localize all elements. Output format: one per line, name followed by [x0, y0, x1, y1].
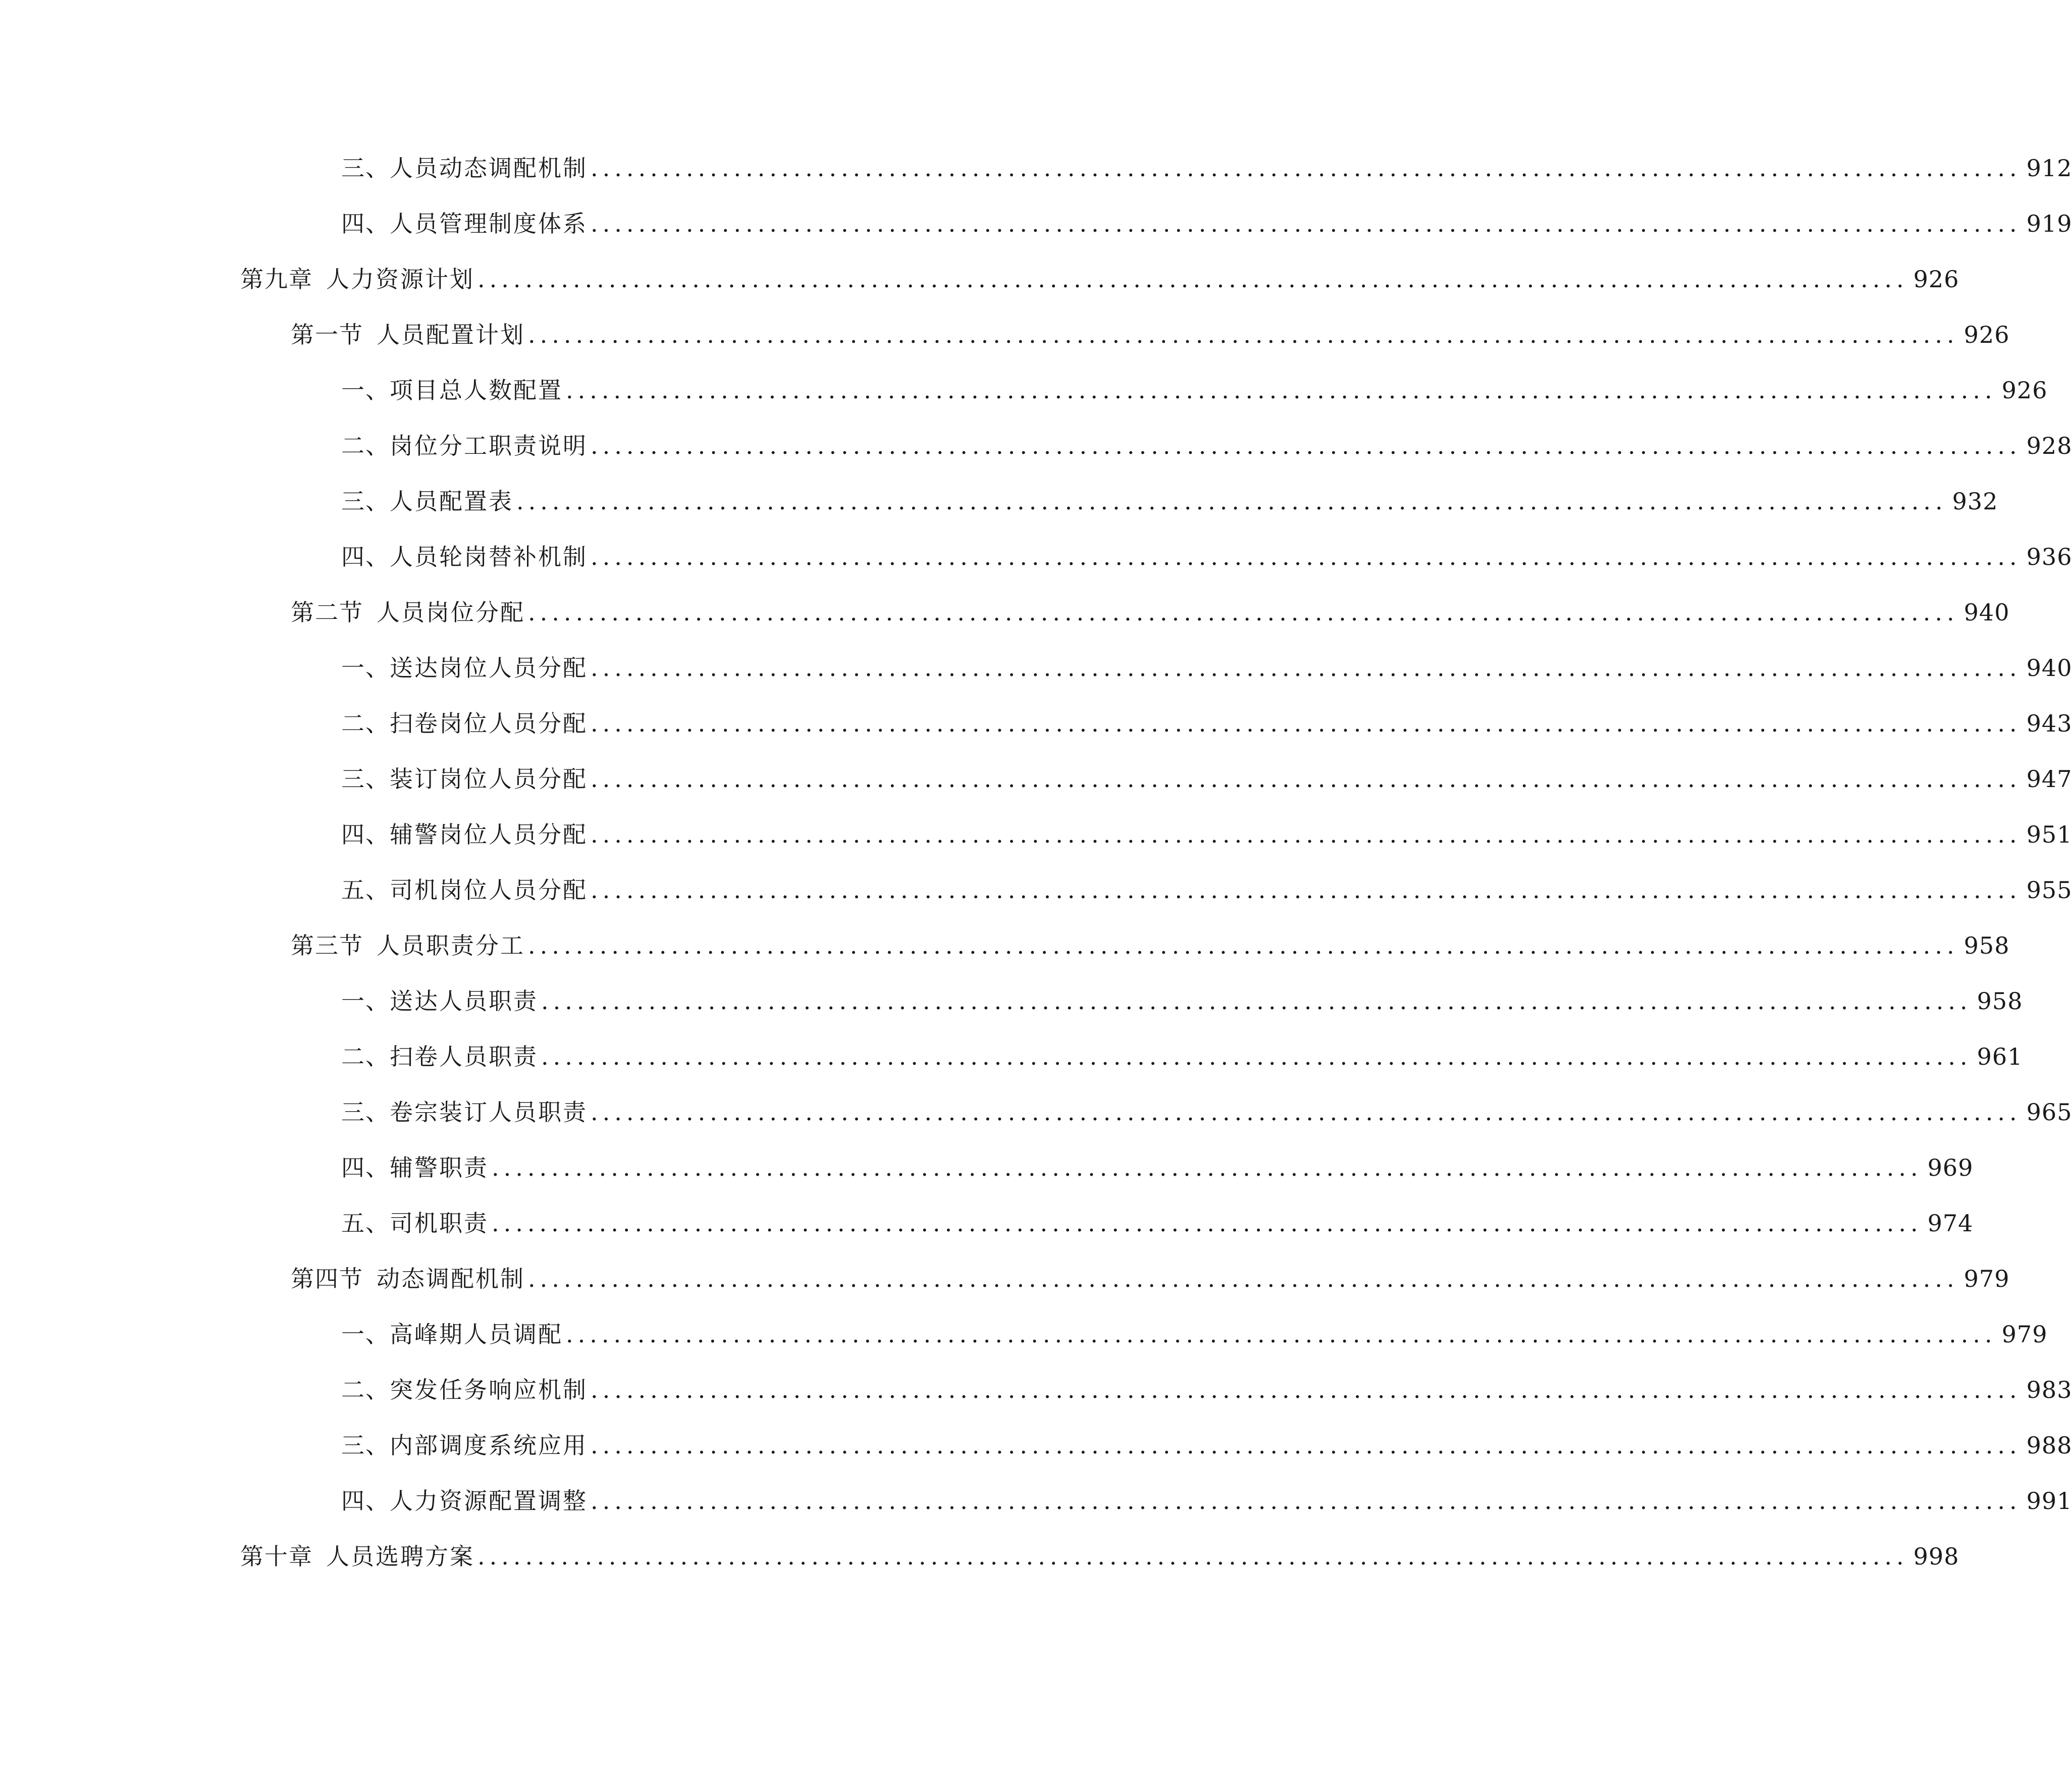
toc-dot-leader: ........................................................................................................................	[566, 1321, 1997, 1348]
toc-page-number: 983	[2026, 1376, 2072, 1403]
toc-page-number: 955	[2026, 876, 2072, 904]
toc-dot-leader: ........................................................................................................................	[591, 1487, 2022, 1515]
toc-dot-leader: ........................................................................................................................	[492, 1154, 1923, 1181]
toc-page-number: 919	[2026, 210, 2072, 237]
toc-page-number: 974	[1927, 1210, 1974, 1237]
toc-page-number: 961	[1977, 1043, 2023, 1070]
toc-page-number: 958	[1977, 987, 2023, 1015]
toc-entry-number: 四、	[341, 1487, 390, 1515]
toc-entry-number: 三、	[341, 154, 390, 182]
toc-entry[interactable]	[240, 362, 2048, 418]
toc-page-number: 926	[2001, 377, 2048, 404]
toc-dot-leader: ........................................................................................................................	[528, 599, 1959, 626]
toc-entry-number: 第四节	[291, 1265, 363, 1292]
toc-dot-leader: ........................................................................................................................	[528, 932, 1959, 959]
toc-entry-number: 第二节	[291, 599, 363, 626]
toc-page-number: 928	[2026, 432, 2072, 459]
toc-entry[interactable]	[240, 418, 2072, 474]
toc-entry-number: 一、	[341, 377, 390, 404]
toc-entry-title: 人员岗位分配	[377, 599, 525, 626]
toc-page-number: 965	[2026, 1099, 2072, 1126]
toc-entry-title: 岗位分工职责说明	[390, 432, 588, 459]
toc-entry-number: 三、	[341, 1099, 390, 1126]
toc-entry[interactable]	[240, 1251, 2010, 1307]
toc-entry[interactable]	[240, 196, 2072, 251]
toc-entry[interactable]	[240, 1529, 1959, 1584]
toc-entry-number: 一、	[341, 987, 390, 1015]
toc-dot-leader: ........................................................................................................................	[591, 876, 2022, 904]
toc-entry[interactable]	[240, 1307, 2048, 1362]
toc-entry-title: 人员配置表	[390, 488, 513, 515]
toc-entry-title: 人力资源配置调整	[390, 1487, 588, 1515]
toc-entry-number: 四、	[341, 1154, 390, 1181]
toc-dot-leader: ........................................................................................................................	[566, 377, 1997, 404]
toc-entry-number: 三、	[341, 1432, 390, 1459]
toc-page-number: 979	[1963, 1265, 2010, 1292]
toc-entry-number: 一、	[341, 1321, 390, 1348]
toc-entry-number: 四、	[341, 821, 390, 848]
toc-dot-leader: ........................................................................................................................	[541, 987, 1972, 1015]
toc-entry-title: 内部调度系统应用	[390, 1432, 588, 1459]
toc-entry[interactable]	[240, 1140, 1974, 1195]
toc-entry-title: 人员动态调配机制	[390, 154, 588, 182]
toc-entry[interactable]	[240, 918, 2010, 973]
toc-dot-leader: ........................................................................................................................	[591, 765, 2022, 793]
toc-entry[interactable]	[240, 1084, 2072, 1140]
toc-entry-number: 第十章	[240, 1543, 313, 1570]
toc-page-number: 991	[2026, 1487, 2072, 1515]
toc-entry[interactable]	[240, 585, 2010, 640]
toc-entry-title: 送达岗位人员分配	[390, 654, 588, 682]
toc-dot-leader: ........................................................................................................................	[591, 432, 2022, 459]
toc-dot-leader: ........................................................................................................................	[591, 1376, 2022, 1403]
toc-entry[interactable]	[240, 307, 2010, 362]
toc-entry[interactable]	[240, 251, 1959, 307]
toc-page-number: 912	[2026, 154, 2072, 182]
toc-entry[interactable]	[240, 474, 1998, 529]
toc-entry[interactable]	[240, 973, 2023, 1029]
toc-page-number: 936	[2026, 543, 2072, 570]
toc-entry-title: 突发任务响应机制	[390, 1376, 588, 1403]
toc-dot-leader: ........................................................................................................................	[591, 1099, 2022, 1126]
toc-entry-title: 高峰期人员调配	[390, 1321, 563, 1348]
toc-page-number: 951	[2026, 821, 2072, 848]
toc-entry-title: 装订岗位人员分配	[390, 765, 588, 793]
toc-entry-title: 司机职责	[390, 1210, 489, 1237]
toc-entry-title: 送达人员职责	[390, 987, 538, 1015]
toc-entry-number: 五、	[341, 876, 390, 904]
toc-dot-leader: ........................................................................................................................	[591, 154, 2022, 182]
toc-entry[interactable]	[240, 640, 2072, 696]
toc-dot-leader: ........................................................................................................................	[591, 543, 2022, 570]
toc-entry-title: 辅警职责	[390, 1154, 489, 1181]
toc-entry[interactable]	[240, 807, 2072, 862]
toc-entry[interactable]	[240, 1029, 2023, 1084]
toc-dot-leader: ........................................................................................................................	[591, 210, 2022, 237]
toc-dot-leader: ........................................................................................................................	[516, 488, 1947, 515]
toc-entry-number: 三、	[341, 488, 390, 515]
toc-entry[interactable]	[240, 1195, 1974, 1251]
toc-dot-leader: ........................................................................................................................	[528, 1265, 1959, 1292]
toc-entry[interactable]	[240, 140, 2072, 196]
toc-entry[interactable]	[240, 1362, 2072, 1418]
toc-page-number: 940	[2026, 654, 2072, 682]
table-of-contents	[240, 140, 2072, 1584]
toc-dot-leader: ........................................................................................................................	[477, 1543, 1908, 1570]
toc-page-number: 998	[1913, 1543, 1959, 1570]
toc-entry-title: 人员选聘方案	[326, 1543, 474, 1570]
toc-page-number: 926	[1913, 266, 1959, 293]
toc-entry-number: 一、	[341, 654, 390, 682]
toc-entry-title: 扫卷人员职责	[390, 1043, 538, 1070]
toc-entry-title: 项目总人数配置	[390, 377, 563, 404]
toc-entry-number: 三、	[341, 765, 390, 793]
toc-entry[interactable]	[240, 1418, 2072, 1473]
toc-entry-title: 司机岗位人员分配	[390, 876, 588, 904]
toc-entry-number: 五、	[341, 1210, 390, 1237]
toc-dot-leader: ........................................................................................................................	[477, 266, 1908, 293]
toc-page-number: 943	[2026, 710, 2072, 737]
toc-entry-number: 第九章	[240, 266, 313, 293]
toc-entry[interactable]	[240, 751, 2072, 807]
toc-dot-leader: ........................................................................................................................	[528, 321, 1959, 348]
toc-entry-title: 卷宗装订人员职责	[390, 1099, 588, 1126]
toc-page-number: 979	[2001, 1321, 2048, 1348]
toc-dot-leader: ........................................................................................................................	[591, 654, 2022, 682]
toc-entry-number: 二、	[341, 710, 390, 737]
toc-entry-title: 人员轮岗替补机制	[390, 543, 588, 570]
toc-page-number: 932	[1952, 488, 1998, 515]
toc-entry-number: 四、	[341, 210, 390, 237]
toc-entry[interactable]	[240, 862, 2072, 918]
toc-entry-title: 人员配置计划	[377, 321, 525, 348]
toc-page-number: 947	[2026, 765, 2072, 793]
toc-entry-number: 第三节	[291, 932, 363, 959]
toc-page-number: 988	[2026, 1432, 2072, 1459]
toc-page-number: 969	[1927, 1154, 1974, 1181]
toc-entry-title: 人员职责分工	[377, 932, 525, 959]
toc-dot-leader: ........................................................................................................................	[591, 821, 2022, 848]
toc-dot-leader: ........................................................................................................................	[492, 1210, 1923, 1237]
toc-entry-number: 二、	[341, 1376, 390, 1403]
toc-dot-leader: ........................................................................................................................	[591, 1432, 2022, 1459]
toc-entry-number: 二、	[341, 432, 390, 459]
toc-page-number: 926	[1963, 321, 2010, 348]
toc-entry-title: 动态调配机制	[377, 1265, 525, 1292]
toc-entry-title: 人员管理制度体系	[390, 210, 588, 237]
toc-entry[interactable]	[240, 696, 2072, 751]
toc-page-number: 958	[1963, 932, 2010, 959]
toc-entry[interactable]	[240, 1473, 2072, 1529]
toc-entry-title: 人力资源计划	[326, 266, 474, 293]
toc-page-number: 940	[1963, 599, 2010, 626]
toc-entry-title: 扫卷岗位人员分配	[390, 710, 588, 737]
toc-entry-number: 四、	[341, 543, 390, 570]
toc-entry-number: 第一节	[291, 321, 363, 348]
toc-dot-leader: ........................................................................................................................	[591, 710, 2022, 737]
toc-entry-title: 辅警岗位人员分配	[390, 821, 588, 848]
toc-entry[interactable]	[240, 529, 2072, 585]
toc-entry-number: 二、	[341, 1043, 390, 1070]
toc-dot-leader: ........................................................................................................................	[541, 1043, 1972, 1070]
